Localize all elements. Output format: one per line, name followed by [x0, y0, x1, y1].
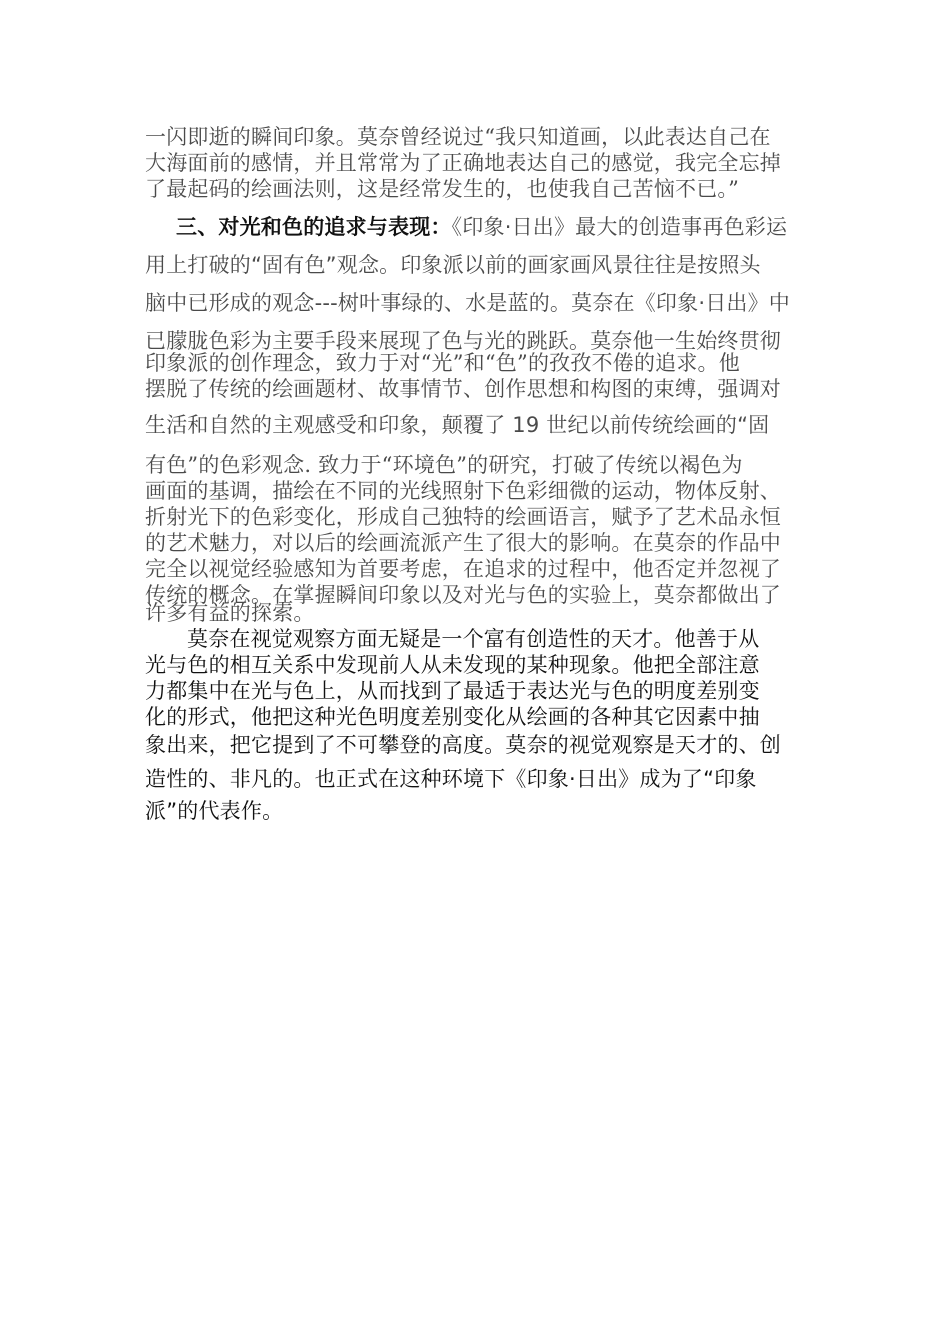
paragraph-3-line-6: 造性的、非凡的。也正式在这种环境下《印象·日出》成为了“印象: [145, 767, 757, 791]
paragraph-2-line-9: 画面的基调，描绘在不同的光线照射下色彩细微的运动，物体反射、: [145, 479, 781, 503]
paragraph-2-line-14: 许多有益的探索。: [145, 601, 315, 625]
paragraph-2-line-6: 摆脱了传统的绘画题材、故事情节、创作思想和构图的束缚，强调对: [145, 377, 781, 401]
paragraph-2-line-8: 有色”的色彩观念. 致力于“环境色”的研究，打破了传统以褐色为: [145, 453, 743, 477]
paragraph-2-line-13: 传统的概念。在掌握瞬间印象以及对光与色的实验上，莫奈都做出了: [145, 583, 781, 607]
paragraph-2-line-10: 折射光下的色彩变化，形成自己独特的绘画语言，赋予了艺术品永恒: [145, 505, 781, 529]
paragraph-2-line-12: 完全以视觉经验感知为首要考虑，在追求的过程中，他否定并忽视了: [145, 557, 781, 581]
paragraph-3-line-1-text: 莫奈在视觉观察方面无疑是一个富有创造性的天才。他善于从: [187, 627, 760, 651]
paragraph-3-line-2: 光与色的相互关系中发现前人从未发现的某种现象。他把全部注意: [145, 653, 760, 677]
paragraph-1-line-3: 了最起码的绘画法则，这是经常发生的，也使我自己苦恼不已。”: [145, 177, 740, 201]
paragraph-3-line-3: 力都集中在光与色上，从而找到了最适于表达光与色的明度差别变: [145, 679, 760, 703]
section-heading: 三、对光和色的追求与表现：: [176, 215, 452, 239]
paragraph-3-line-5: 象出来，把它提到了不可攀登的高度。莫奈的视觉观察是天才的、创: [145, 733, 781, 757]
paragraph-1-line-2: 大海面前的感情，并且常常为了正确地表达自己的感觉，我完全忘掉: [145, 151, 781, 175]
paragraph-2-line-4: 已朦胧色彩为主要手段来展现了色与光的跳跃。莫奈他一生始终贯彻: [145, 329, 781, 353]
paragraph-2-line-3: 脑中已形成的观念---树叶事绿的、水是蓝的。莫奈在《印象·日出》中: [145, 291, 791, 315]
paragraph-2-line-11: 的艺术魅力，对以后的绘画流派产生了很大的影响。在莫奈的作品中: [145, 531, 781, 555]
paragraph-2-line-1: [145, 214, 807, 240]
paragraph-3-line-1: [145, 626, 807, 652]
paragraph-2-line-2: 用上打破的“固有色”观念。印象派以前的画家画风景往往是按照头: [145, 253, 761, 277]
paragraph-3-line-7: 派”的代表作。: [145, 799, 284, 823]
paragraph-2-line-5: 印象派的创作理念，致力于对“光”和“色”的孜孜不倦的追求。他: [145, 351, 740, 375]
paragraph-1-line-1: 一闪即逝的瞬间印象。莫奈曾经说过“我只知道画，以此表达自己在: [145, 125, 771, 149]
paragraph-2-line-1-text: 《印象·日出》最大的创造事再色彩运: [451, 215, 788, 239]
paragraph-2-line-7: 生活和自然的主观感受和印象，颠覆了 19 世纪以前传统绘画的“固: [145, 413, 770, 437]
paragraph-3-line-4: 化的形式，他把这种光色明度差别变化从绘画的各种其它因素中抽: [145, 705, 760, 729]
